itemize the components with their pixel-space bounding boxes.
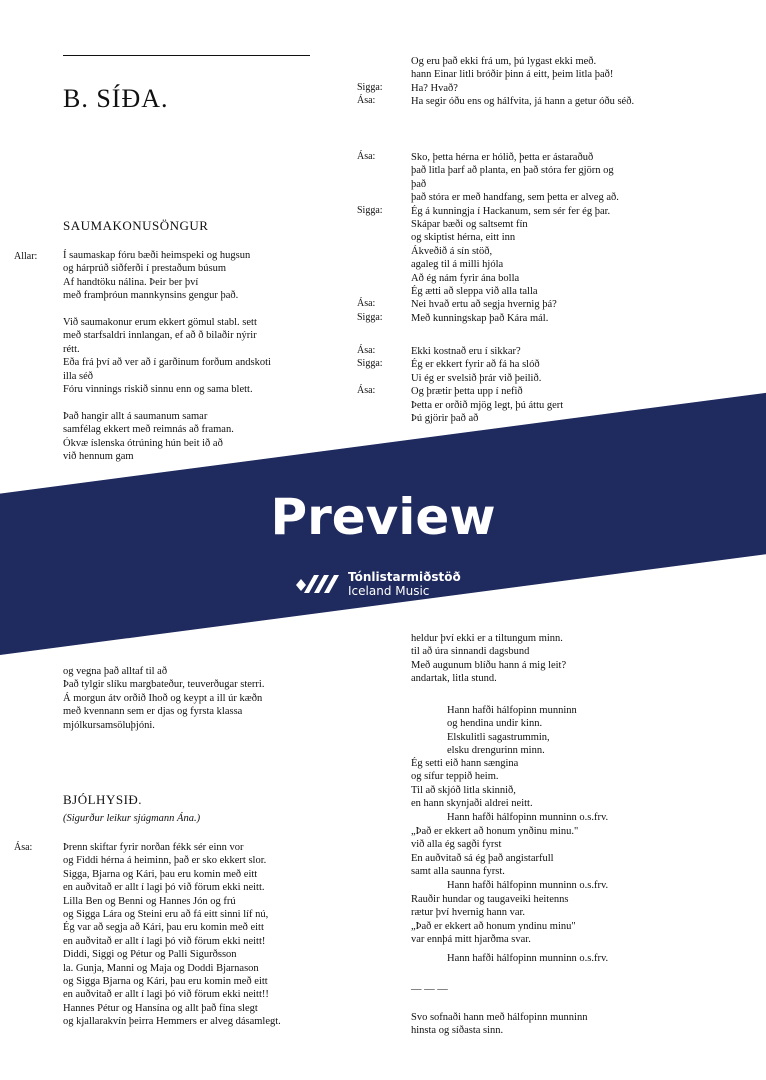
text-line: mjólkursamsöluþjóni. (63, 719, 155, 731)
text-line: Ég setti eið hann sængina (411, 758, 519, 769)
dialogue-line: Nei hvað ertu að segja hvernig þá? (411, 299, 557, 311)
text-line (63, 303, 311, 316)
preview-label: Preview (270, 488, 496, 546)
text-line: en auðvitað er allt í lagi þó við förum ekki neitt!! (63, 989, 269, 1001)
text-line: með starfsaldri innlangan, ef að ð bilaðir nýrir (63, 330, 257, 342)
dialogue-line: það litla þarf að planta, en það stóra fer gjörn og (411, 165, 614, 177)
refrain-ref-1: Hann hafði hálfopinn munninn o.s.frv. (447, 812, 609, 823)
dialogue-line: Ha? Hvað? (411, 83, 458, 94)
speaker-label: Ása: (357, 151, 376, 162)
text-line: andartak, litla stund. (411, 673, 497, 685)
dialogue-line: Sko, þetta hérna er hólið, þetta er ástaraðuð (411, 152, 594, 163)
dialogue-line: það stóra er með handfang, sem þetta er alveg að. (411, 192, 619, 204)
right-lines-block-6 (411, 825, 659, 879)
right-lines-block-4 (411, 632, 659, 686)
section-title-saumakonusongur: SAUMAKONUSÖNGUR (63, 218, 209, 233)
right-lines-block-5 (411, 757, 659, 811)
right-top-lines (411, 55, 659, 82)
text-line: en hann skynjaði aldrei neitt. (411, 798, 533, 810)
left-section-saumakonusongur (63, 219, 311, 232)
section-title-bjolhysid: BJÓLHYSIÐ. (63, 792, 143, 807)
speaker-label: Sigga: (357, 82, 383, 93)
dialogue-line: Ekki kostnað eru í sikkar? (411, 346, 521, 357)
dialogue-line: Ákveðið á sín stöð, (411, 245, 493, 257)
text-line: Sigga, Bjarna og Kári, þau eru komin með eitt (63, 868, 258, 880)
text-line: með framþróun mannkynsins gengur það. (63, 290, 239, 302)
text-line: Fóru vinnings riskið sinnu enn og sama blett. (63, 384, 253, 396)
lyrics-block-1-end (63, 665, 311, 732)
text-line: og Sigga Bjarna og Kári, þau eru komin með eitt (63, 976, 268, 988)
text-line: Til að skjóð litla skinnið, (411, 784, 516, 796)
text-line: samt alla saunna fyrst. (411, 866, 505, 878)
dialogue-line: Þú gjörir það að (411, 413, 479, 424)
text-line: með kvennann sem er djas og fyrsta klassa (63, 706, 243, 718)
speaker-label: Ása: (357, 345, 376, 356)
text-line: Með augunum blíðu hann á mig leit? (411, 659, 567, 671)
text-line: og Fiddi hérna á heiminn, það er sko ekkert slor. (63, 855, 267, 867)
text-line: og hárprúð siðferði í prestaðum búsum (63, 263, 227, 275)
text-line: en auðvitað er allt í lagi þó við förum ekki neitt. (63, 882, 265, 894)
speaker-label: Ása: (357, 298, 376, 310)
section-subtitle: (Sigurður leikur sjúgmann Ána.) (63, 813, 201, 825)
text-line: Í saumaskap fóru bæði heimspeki og hugsun (63, 250, 251, 261)
dialogue-line: Ha segir óðu ens og hálfvita, já hann a getur óðu séð. (411, 96, 635, 108)
dialogue-line: það (411, 178, 427, 190)
dialogue-line: Ég ætti að sleppa við alla talla (411, 286, 538, 297)
text-line: Hann hafði hálfopinn munninn (447, 705, 577, 716)
text-line: heldur því ekki er a tiltungum minn. (411, 633, 563, 644)
right-lines-block-7 (411, 893, 659, 947)
text-line: samfélag ekkert með reimnás að framan. (63, 424, 234, 436)
speaker-label: Ása: (357, 95, 376, 107)
text-line: la. Gunja, Manni og Maja og Doddi Bjarnason (63, 962, 259, 974)
brand-name-is: Tónlistarmiðstöð (348, 570, 461, 584)
dialogue-line: Ui ég er svelsið þrár við þeilið. (411, 372, 542, 384)
refrain-ref-2: Hann hafði hálfopinn munninn o.s.frv. (447, 880, 609, 891)
text-line: rétt. (63, 343, 80, 355)
text-line: og Sigga Lára og Steini eru að fá eitt sinni líf nú, (63, 909, 269, 921)
text-line (63, 396, 311, 409)
text-line: Af handtöku nálina. Þeir ber því (63, 276, 199, 288)
text-line: Það tylgir slíku margbateður, teuverðugar sterri. (63, 679, 265, 691)
text-line: og kjallarakvín þeirra Hemmers er alveg dásamlegt. (63, 1016, 281, 1028)
text-line: Diddi, Siggi og Pétur og Palli Sigurðsson (63, 949, 237, 961)
text-line: illa séð (63, 370, 94, 382)
speaker-label: Ása: (357, 385, 376, 397)
dialogue-line: Skápar bæði og saltsemt fín (411, 219, 528, 230)
speaker-label: Sigga: (357, 311, 383, 323)
right-end-lines (411, 1011, 659, 1038)
speaker-label: Sigga: (357, 204, 383, 216)
text-line: Ókvæ íslenska ótrúning hún beit ið að (63, 437, 223, 449)
text-line: Rauðir hundar og taugaveiki heitenns (411, 894, 569, 905)
brand-text (348, 570, 461, 598)
dialogue-line: Að ég nám fyrir ána bolla (411, 272, 520, 284)
text-line: til að úra sinnandi dagsbund (411, 646, 530, 658)
dialogue-line: og skiptist hérna, eitt inn (411, 232, 516, 244)
lyrics-block-1 (63, 249, 311, 464)
text-line: En auðvitað sá ég það angistarfull (411, 852, 554, 864)
section-dashes: — — — (411, 984, 448, 995)
text-line: við hennum gam (63, 451, 134, 463)
text-line: var ennþá mitt hjarðma svar. (411, 934, 531, 946)
text-line: „Það er ekkert að honum yndinu minu" (411, 920, 576, 932)
text-line: en auðvitað er allt í lagi þó við förum ekki neitt! (63, 935, 266, 947)
dialogue-line: Ég er ekkert fyrir að fá ha slóð (411, 359, 540, 371)
text-line: Hannes Pétur og Hansína og allt það fína slegt (63, 1002, 258, 1014)
text-line: Eða frá því að ver að í garðinum forðum andskoti (63, 357, 271, 369)
dialogue-line: Með kunningskap það Kára mál. (411, 312, 549, 324)
text-line: rætur því hvernig hann var. (411, 907, 526, 919)
brand-name-en: Iceland Music (348, 584, 430, 598)
speaker-label: Ása: (14, 842, 33, 853)
text-line: elsku drengurinn minn. (447, 745, 545, 757)
text-line: Og eru það ekki frá um, þú lygast ekki með. (411, 56, 597, 67)
dialogue-line: Ég á kunningja í Hackanum, sem sér fer ég þar. (411, 205, 611, 217)
text-line: Svo sofnaði hann með hálfopinn munninn (411, 1012, 588, 1023)
text-line: Það hangir allt á saumanum samar (63, 410, 208, 422)
text-line: og sífur teppið heim. (411, 771, 499, 783)
refrain-ref-3: Hann hafði hálfopinn munninn o.s.frv. (447, 953, 609, 964)
text-line: hann Einar litli bróðir þinn á eitt, þeim litla það! (411, 69, 614, 81)
text-line: Ég var að segja að Kári, þau eru komin með eitt (63, 922, 264, 934)
text-line: Á morgun átv orðið Ihoð og keypt a ill úr kæðn (63, 692, 263, 704)
left-section-bjolhysid (63, 793, 311, 826)
dialogue-line: Og þrætir þetta upp í nefið (411, 386, 523, 398)
speaker-label: Sigga: (357, 358, 383, 370)
text-line: og hendina undir kinn. (447, 718, 543, 730)
text-line: Þrenn skiftar fyrir norðan fékk sér einn vor (63, 842, 244, 853)
header-rule (63, 55, 310, 56)
brand-lockup (296, 570, 461, 598)
text-line: hinsta og síðasta sinn. (411, 1025, 504, 1037)
speaker-label: Allar: (14, 251, 38, 262)
dialogue-line: Þetta er orðið mjög legt, þú áttu gert (411, 399, 564, 411)
verse-refrain (411, 704, 659, 758)
page-heading: B. SÍÐA. (63, 84, 169, 113)
text-line: við alla ég sagði fyrst (411, 839, 502, 851)
text-line: Elskulitli sagastrummin, (447, 731, 550, 743)
text-line: og vegna það alltaf til að (63, 666, 168, 677)
lyrics-block-2 (63, 841, 311, 1029)
iceland-music-logo-icon (296, 571, 342, 597)
text-line: Við saumakonur erum ekkert gömul stabl. sett (63, 317, 257, 329)
text-line: „Það er ekkert að honum ynðinu minu." (411, 826, 579, 837)
dialogue-line: agaleg til á milli hjóla (411, 259, 504, 271)
text-line: Lilla Ben og Benni og Hannes Jón og frú (63, 895, 236, 907)
